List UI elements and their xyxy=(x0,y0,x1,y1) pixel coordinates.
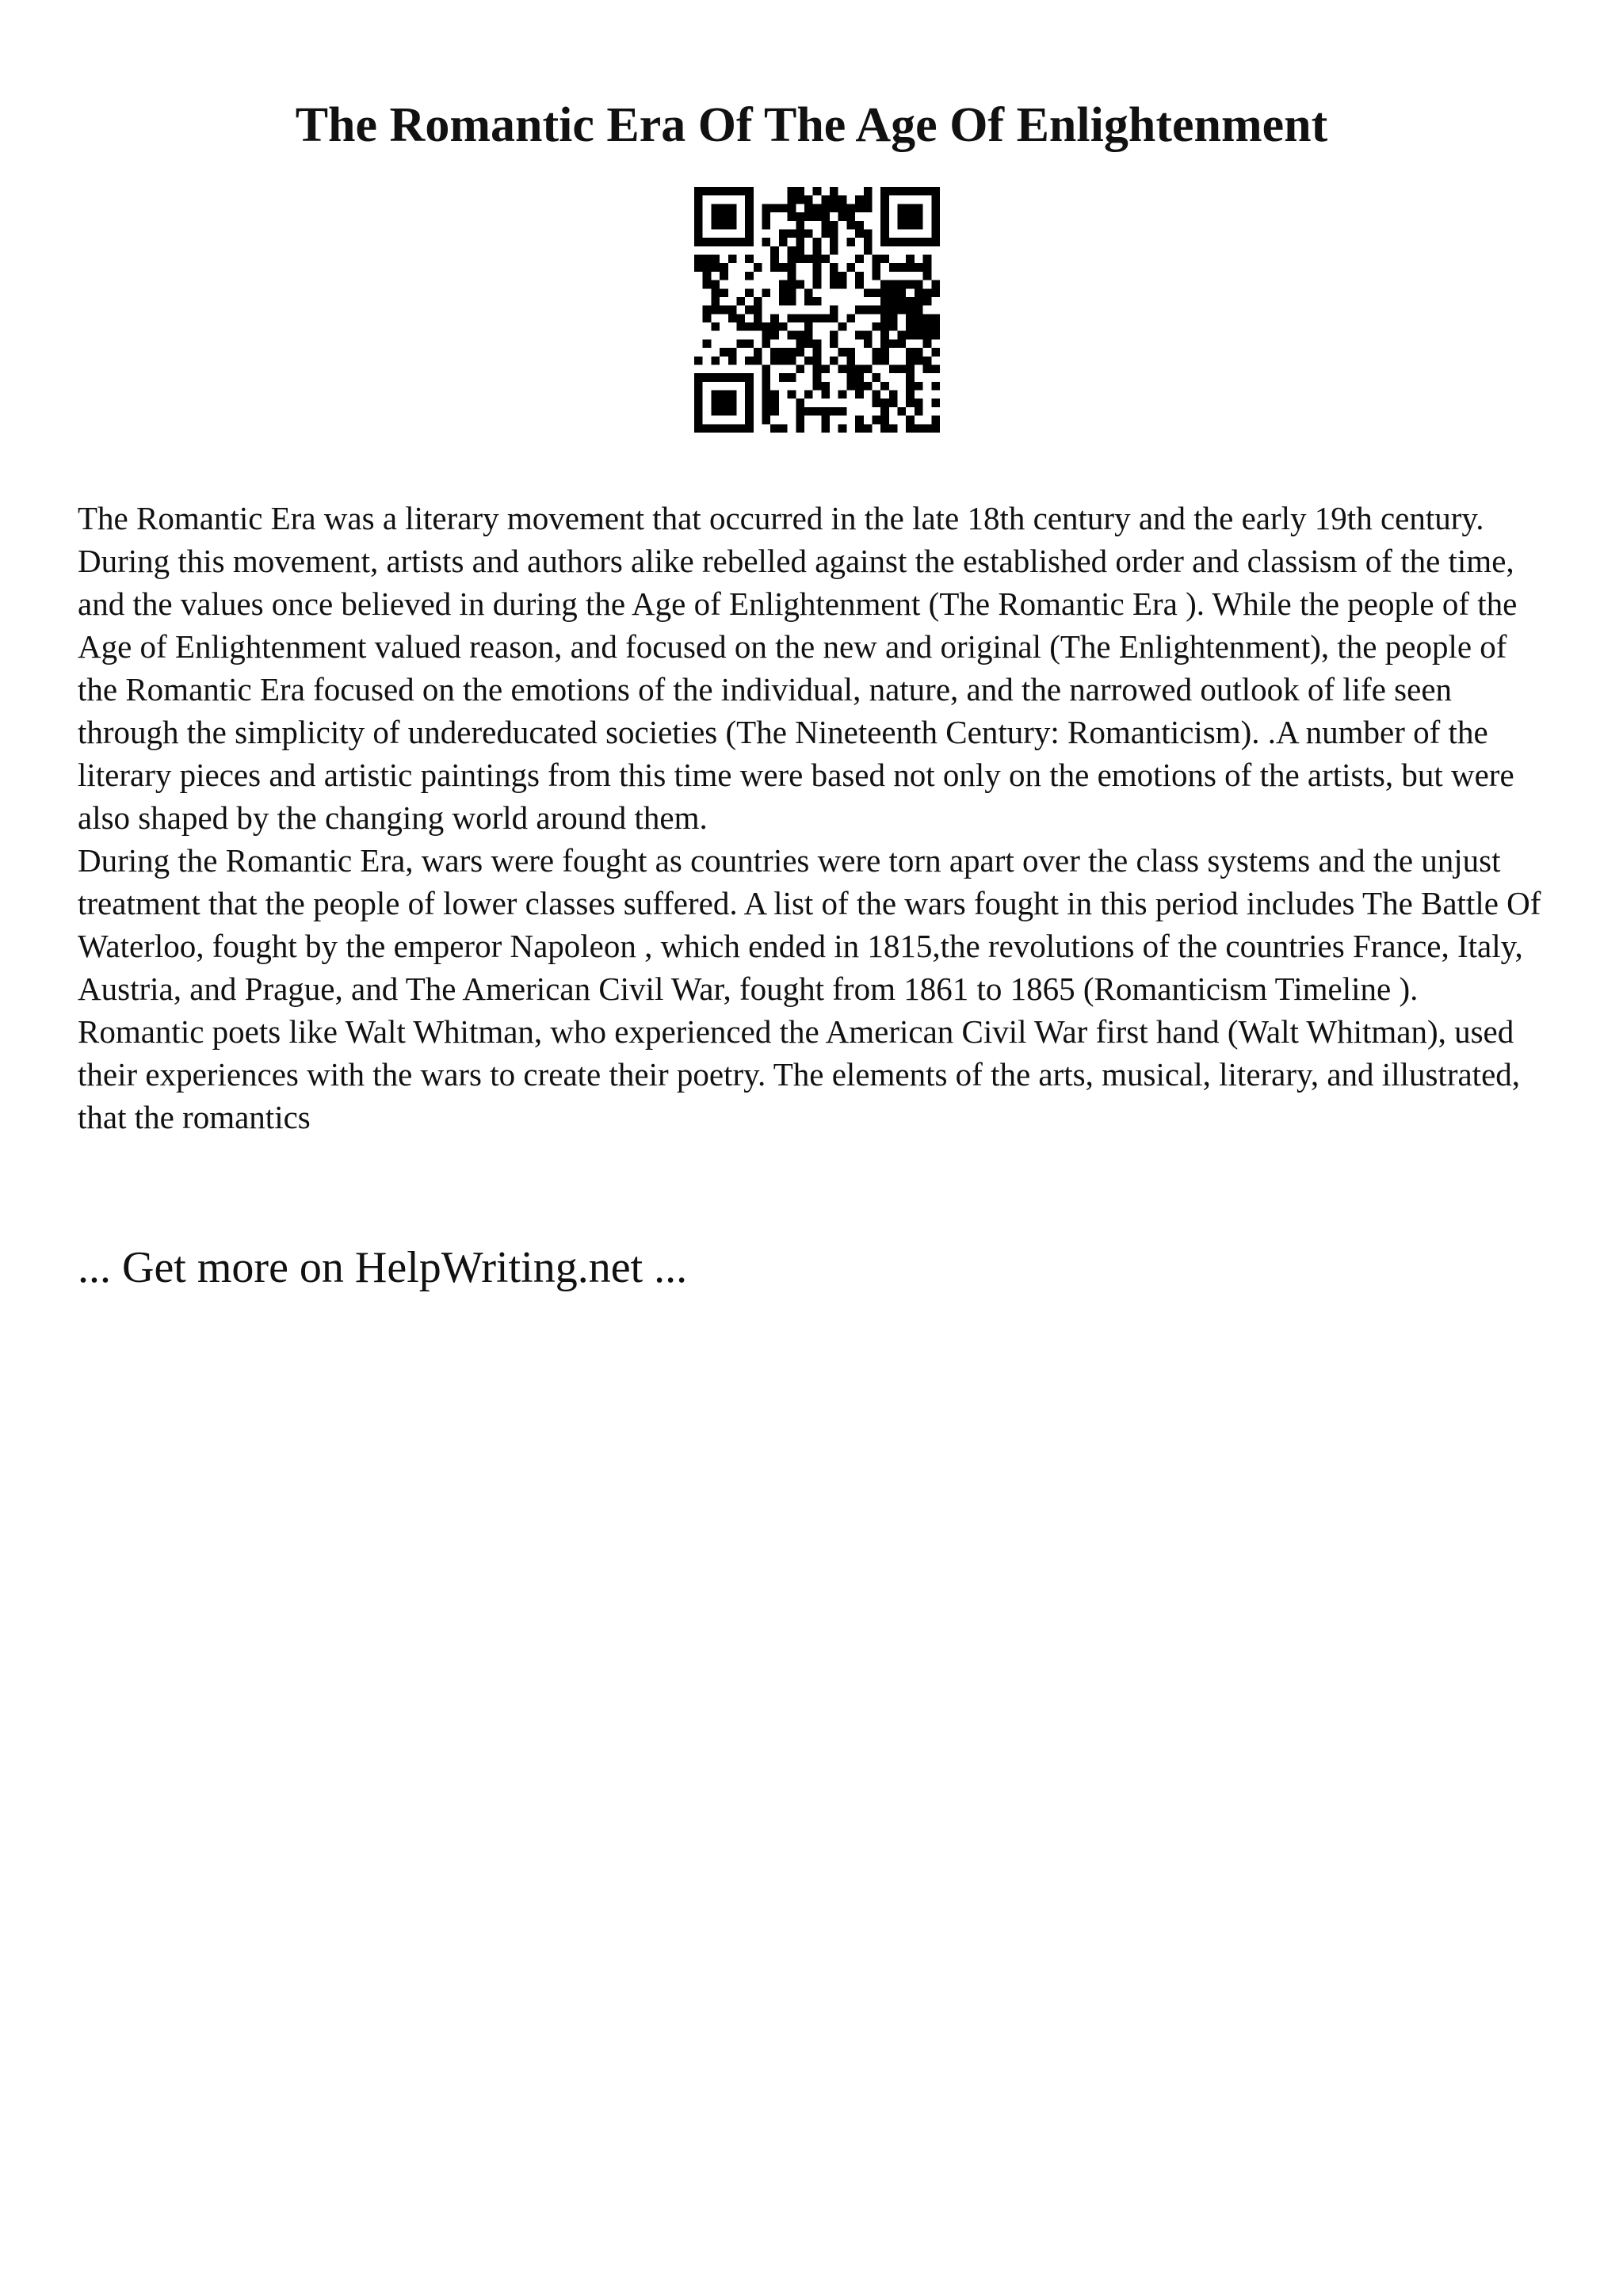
document-body xyxy=(78,497,1552,1138)
qr-code-icon[interactable] xyxy=(694,187,940,433)
document-title: The Romantic Era Of The Age Of Enlightenment xyxy=(295,98,1328,152)
paragraph-1: The Romantic Era was a literary movement that occurred in the late 18th century and the early 19th century. During this movement, artists and authors alike rebelled against the established order and classism of the time, and the values once believed in during the Age of Enlightenment (The Romantic Era ). While the people of the Age of Enlightenment valued reason, and focused on the new and original (The Enlightenment), the people of the Romantic Era focused on the emotions of the individual, nature, and the narrowed outlook of life seen through the simplicity of undereducated societies (The Nineteenth Century: Romanticism). .A number of the literary pieces and artistic paintings from this time were based not only on the emotions of the artists, but were also shaped by the changing world around them. xyxy=(78,500,1518,836)
paragraph-2: During the Romantic Era, wars were fought as countries were torn apart over the class systems and the unjust treatment that the people of lower classes suffered. A list of the wars fought in this period includes The Battle Of Waterloo, fought by the emperor Napoleon , which ended in 1815,the revolutions of the countries France, Italy, Austria, and Prague, and The American Civil War, fought from 1861 to 1865 (Romanticism Timeline ). Romantic poets like Walt Whitman, who experienced the American Civil War first hand (Walt Whitman), used their experiences with the wars to create their poetry. The elements of the arts, musical, literary, and illustrated, that the romantics xyxy=(78,842,1541,1135)
get-more-link[interactable]: ... Get more on HelpWriting.net ... xyxy=(78,1243,688,1292)
qr-code-graphic xyxy=(694,187,940,433)
